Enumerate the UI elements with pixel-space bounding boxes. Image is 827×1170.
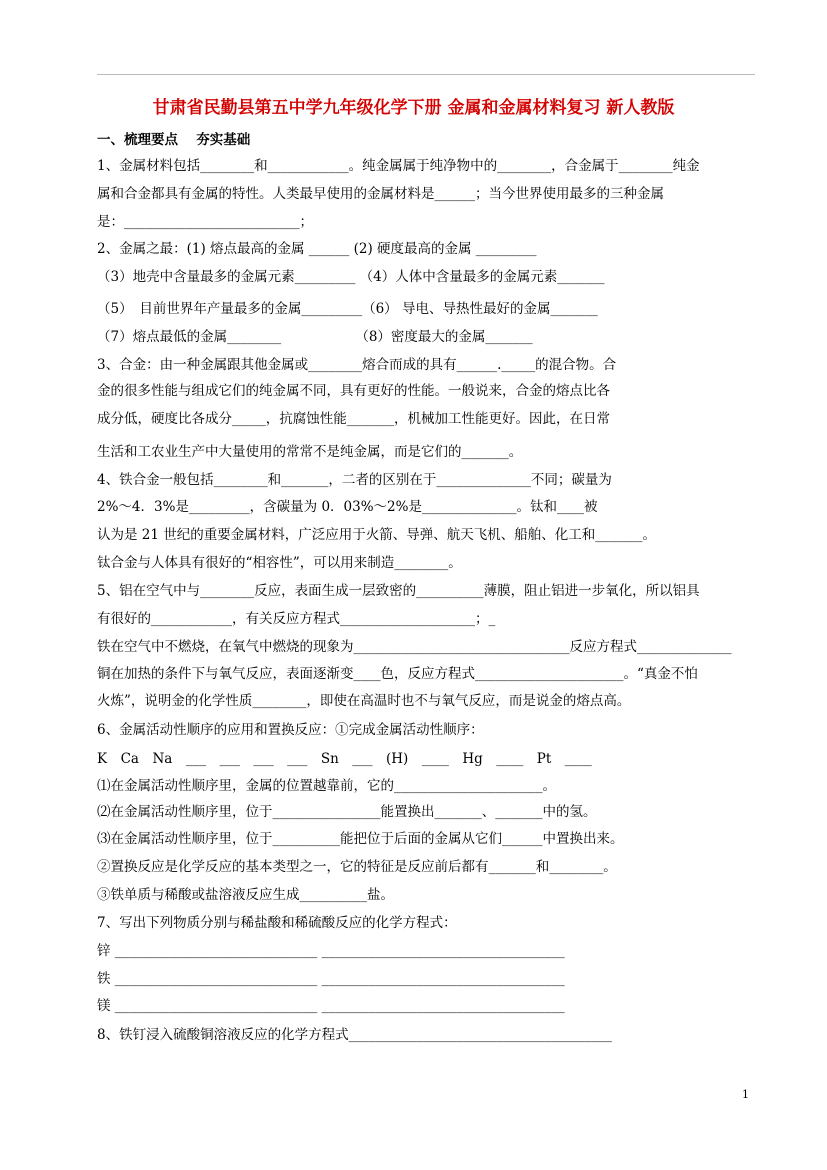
text-line: （5） 目前世界年产量最多的金属_________（6） 导电、导热性最好的金属_______ bbox=[97, 301, 598, 317]
text-line: ③铁单质与稀酸或盐溶液反应生成__________盐。 bbox=[97, 887, 394, 903]
text-line: 7、写出下列物质分别与稀盐酸和稀硫酸反应的化学方程式： bbox=[97, 915, 457, 931]
page-number: 1 bbox=[742, 1088, 749, 1101]
text-line: 生活和工农业生产中大量使用的常常不是纯金属，而是它们的_______。 bbox=[97, 444, 523, 460]
text-line: 镁 ______________________________ ____________________________________ bbox=[97, 998, 565, 1014]
text-line: 锌 ______________________________ ____________________________________ bbox=[97, 943, 565, 959]
text-line: 6、金属活动性顺序的应用和置换反应：①完成金属活动性顺序： bbox=[97, 722, 484, 738]
text-line: （3）地壳中含量最多的金属元素_________ （4）人体中含量最多的金属元素_______ bbox=[97, 269, 605, 285]
text-line: K Ca Na ___ ___ ___ ___ Sn ___ (H) ____ Hg ____ Pt ____ bbox=[97, 751, 592, 767]
text-line: 钛合金与人体具有很好的“相容性”，可以用来制造________。 bbox=[97, 555, 462, 571]
text-line: ⑶在金属活动性顺序里，位于__________能把位于后面的金属从它们______中置换出来。 bbox=[97, 831, 624, 847]
text-line: 铁在空气中不燃烧，在氧气中燃烧的现象为________________________________反应方程式______________ bbox=[97, 639, 732, 655]
text-line: 认为是 21 世纪的重要金属材料，广泛应用于火箭、导弹、航天飞机、船舶、化工和_______。 bbox=[97, 527, 657, 543]
text-line: 2、金属之最：(1) 熔点最高的金属 ______ (2) 硬度最高的金属 _________ bbox=[97, 241, 537, 257]
text-line: 火炼”，说明金的化学性质________，即使在高温时也不与氧气反应，而是说金的熔点高。 bbox=[97, 693, 631, 709]
text-line: 3、合金：由一种金属跟其他金属或________熔合而成的具有______._____的混合物。合 bbox=[97, 357, 617, 373]
text-line: 2%～4．3%是_________，含碳量为 0．03%～2%是______________。钛和____被 bbox=[97, 499, 598, 515]
text-line: 金的很多性能与组成它们的纯金属不同，具有更好的性能。一般说来，合金的熔点比各 bbox=[97, 383, 610, 399]
document-title: 甘肃省民勤县第五中学九年级化学下册 金属和金属材料复习 新人教版 bbox=[152, 98, 675, 118]
text-line: ②置换反应是化学反应的基本类型之一，它的特征是反应前后都有_______和________。 bbox=[97, 859, 617, 875]
text-line: 是：__________________________； bbox=[97, 214, 313, 230]
text-line: 5、铝在空气中与________反应，表面生成一层致密的__________薄膜，阻止铝进一步氧化，所以铝具 bbox=[97, 583, 700, 599]
text-line: 有很好的____________，有关反应方程式____________________；_ bbox=[97, 611, 496, 627]
text-line: 8、铁钉浸入硫酸铜溶液反应的化学方程式_______________________________________ bbox=[97, 1027, 612, 1043]
text-line: （7）熔点最低的金属________ （8）密度最大的金属_______ bbox=[97, 329, 533, 345]
text-line: 属和合金都具有金属的特性。人类最早使用的金属材料是______；当今世界使用最多的三种金属 bbox=[97, 186, 664, 202]
text-line: 铜在加热的条件下与氧气反应，表面逐渐变____色，反应方程式______________________。“真金不怕 bbox=[97, 666, 698, 682]
text-line: 成分低，硬度比各成分_____，抗腐蚀性能_______，机械加工性能更好。因此，在日常 bbox=[97, 411, 610, 427]
text-line: 4、铁合金一般包括________和_______，二者的区别在于______________不同；碳量为 bbox=[97, 472, 612, 488]
section-heading: 一、梳理要点 夯实基础 bbox=[97, 132, 251, 148]
text-line: 铁 ______________________________ ____________________________________ bbox=[97, 971, 565, 987]
text-line: ⑵在金属活动性顺序里，位于________________能置换出_______、_______中的氢。 bbox=[97, 804, 597, 820]
text-line: 1、金属材料包括________和____________。纯金属属于纯净物中的________，合金属于________纯金 bbox=[97, 158, 700, 174]
header-rule bbox=[97, 74, 755, 75]
text-line: ⑴在金属活动性顺序里，金属的位置越靠前，它的______________________。 bbox=[97, 778, 556, 794]
